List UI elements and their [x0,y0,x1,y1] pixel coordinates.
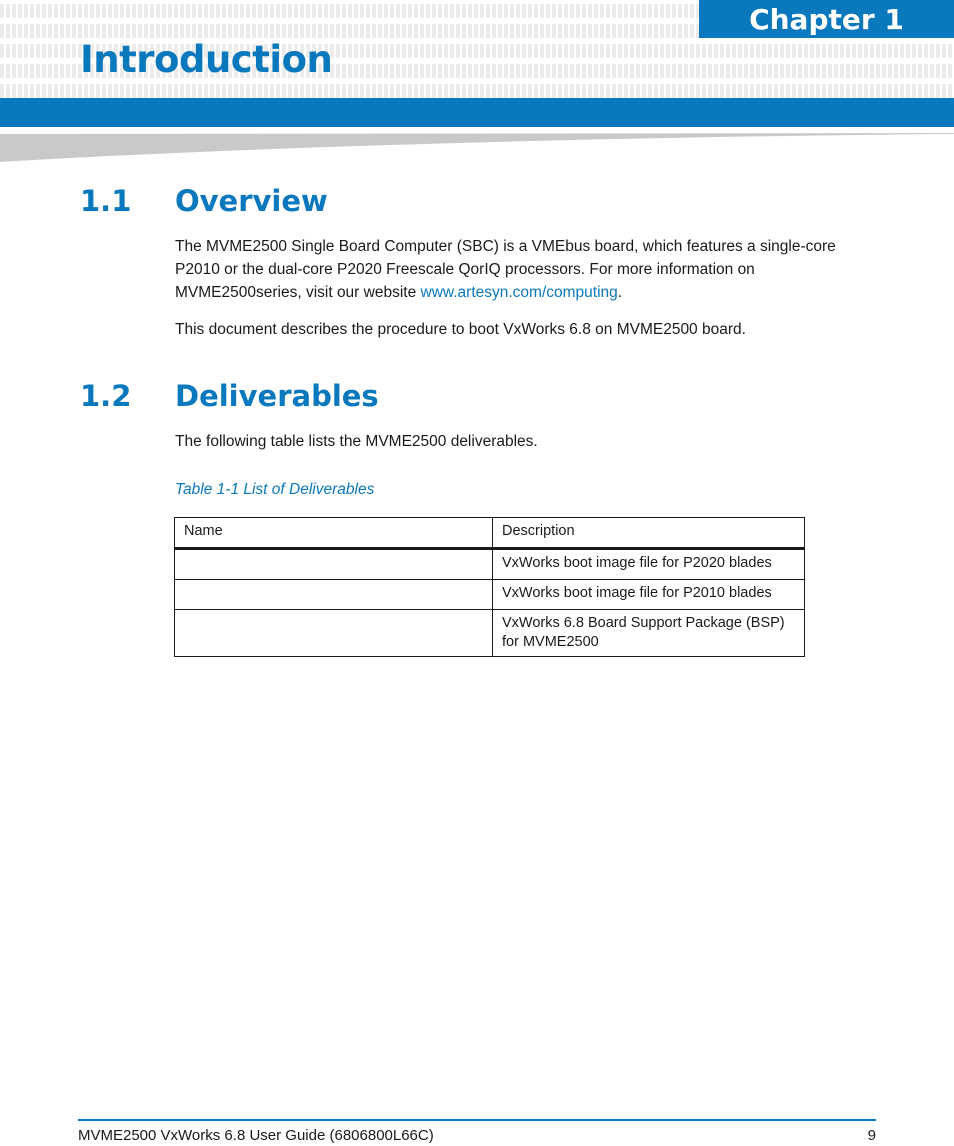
footer-document-title: MVME2500 VxWorks 6.8 User Guide (6806800L66C) [78,1127,434,1144]
overview-paragraph-text: The MVME2500 Single Board Computer (SBC) is a VMEbus board, which features a single-core P2010 or the dual-core P2020 Freescale QorIQ processors. For more information on MVME2500series, visit our website [175,238,836,301]
column-header-name: Name [175,518,493,549]
website-link[interactable]: www.artesyn.com/computing [420,284,618,301]
table-caption: Table 1-1 List of Deliverables [175,481,375,498]
table-row [175,580,805,610]
header-gray-swoosh [0,130,954,162]
section-number-deliverables: 1.2 [80,379,132,413]
column-header-description: Description [493,518,805,549]
overview-paragraph-2: This document describes the procedure to boot VxWorks 6.8 on MVME2500 board. [175,321,746,338]
header-blue-band [0,98,954,127]
page-number: 9 [867,1127,876,1144]
table-row [175,610,805,657]
deliverables-paragraph: The following table lists the MVME2500 deliverables. [175,433,538,450]
table-header-row [175,518,805,549]
cell-name [175,580,493,610]
chapter-title: Introduction [80,38,333,81]
cell-description: VxWorks 6.8 Board Support Package (BSP) for MVME2500 [493,610,805,657]
section-number-overview: 1.1 [80,184,132,218]
table-row [175,549,805,580]
chapter-label: Chapter 1 [699,0,954,38]
cell-description: VxWorks boot image file for P2010 blades [493,580,805,610]
cell-description: VxWorks boot image file for P2020 blades [493,549,805,580]
section-title-deliverables: Deliverables [175,379,379,413]
cell-name [175,610,493,657]
footer-divider [78,1119,876,1121]
overview-paragraph-end: . [617,284,623,301]
deliverables-table [174,517,805,657]
cell-name [175,549,493,580]
overview-paragraph [175,235,880,304]
section-title-overview: Overview [175,184,328,218]
